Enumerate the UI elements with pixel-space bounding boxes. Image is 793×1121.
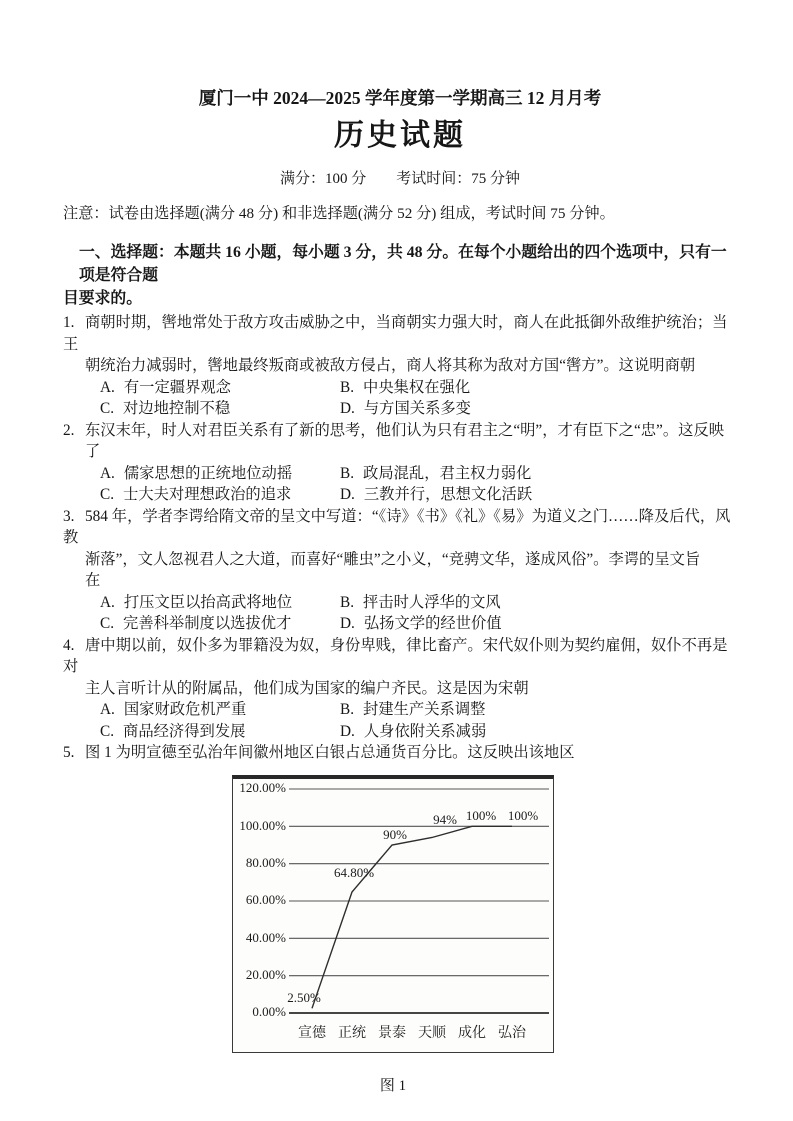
question-3-option-a-text: 打压文臣以抬高武将地位 — [123, 593, 293, 611]
question-3-option-c — [100, 613, 340, 635]
question-3-line-1: 584 年，学者李谔给隋文帝的呈文中写道：“《诗》《书》《礼》《易》为道义之门……降及后代，风教 — [63, 507, 731, 546]
question-2-option-a — [100, 463, 340, 485]
question-3-number: 3. — [63, 507, 75, 525]
question-1-number: 1. — [63, 314, 75, 331]
y-axis-label: 0.00% — [252, 1003, 286, 1019]
question-2-option-d-key: D. — [340, 486, 355, 503]
page-title: 历史试题 — [334, 119, 466, 152]
section-heading-line-1: 一、选择题：本题共 16 小题，每小题 3 分，共 48 分。在每个小题给出的四个选项中，只有一项是符合题 — [79, 244, 727, 284]
data-point-label: 64.80% — [333, 864, 375, 880]
line-chart — [232, 775, 554, 1053]
question-4-option-d-text: 人身依附关系减弱 — [363, 722, 487, 740]
y-axis-label: 100.00% — [239, 817, 286, 833]
question-4-line-1: 唐中期以前，奴仆多为罪籍没为奴，身份卑贱，律比畜产。宋代奴仆则为契约雇佣，奴仆不再是对 — [63, 636, 728, 675]
question-3-option-b-key: B. — [340, 593, 355, 611]
section-heading — [63, 241, 737, 310]
question-1-option-b-key: B. — [340, 378, 355, 396]
question-4-option-d-key: D. — [340, 722, 355, 740]
question-3-line-3: 在 — [85, 572, 101, 589]
question-1-option-d — [340, 398, 471, 420]
x-axis-label: 正统 — [338, 1025, 366, 1041]
question-1-line-1: 商朝时期，辔地常处于敌方攻击威胁之中，当商朝实力强大时，商人在此抵御外敌维护统治；当王 — [63, 314, 728, 353]
data-point-label: 100% — [465, 807, 497, 823]
question-1-option-b-text: 中央集权在强化 — [363, 378, 471, 396]
question-1-line-2: 朝统治力减弱时，辔地最终叛商或被敌方侵占，商人将其称为敌对方国“辔方”。这说明商朝 — [85, 357, 696, 374]
question-2-option-b-key: B. — [340, 464, 355, 482]
question-3-option-d-key: D. — [340, 615, 355, 632]
question-4-line-2: 主人言听计从的附属品，他们成为国家的编户齐民。这是因为宋朝 — [85, 679, 529, 697]
question-3-option-d — [340, 613, 502, 635]
question-1-option-b — [340, 377, 470, 399]
question-4-option-a-key: A. — [100, 701, 115, 718]
question-1-option-a-text: 有一定疆界观念 — [123, 378, 231, 396]
question-2-option-d-text: 三教并行，思想文化活跃 — [363, 486, 533, 503]
question-2-line-2: 了 — [85, 443, 101, 460]
question-4-option-a-text: 国家财政危机严重 — [123, 701, 247, 718]
x-axis-label: 弘治 — [498, 1025, 526, 1041]
question-3-line-2: 渐落”，文人忽视君人之大道，而喜好“雕虫”之小义，“竞骋文华，遂成风俗”。李谔的呈文旨 — [85, 550, 701, 568]
exam-info: 满分：100 分 考试时间：75 分钟 — [279, 171, 520, 187]
question-2-option-c-text: 士大夫对理想政治的追求 — [123, 486, 292, 503]
question-4-option-b — [340, 699, 485, 721]
question-2-option-a-key: A. — [100, 464, 115, 482]
data-point-label: 2.50% — [287, 989, 321, 1005]
question-1-option-c-key: C. — [100, 400, 115, 417]
question-4-option-b-text: 封建生产关系调整 — [363, 701, 486, 718]
question-4 — [63, 635, 737, 743]
question-3-option-d-text: 弘扬文学的经世价值 — [363, 615, 502, 632]
y-axis-label: 40.00% — [245, 929, 286, 945]
question-3-option-a-key: A. — [100, 593, 115, 611]
question-4-option-b-key: B. — [340, 701, 355, 718]
x-axis-label: 景泰 — [378, 1025, 406, 1041]
y-axis-label: 60.00% — [245, 891, 286, 907]
question-4-option-c-key: C. — [100, 722, 115, 740]
section-heading-line-2: 目要求的。 — [63, 290, 142, 307]
data-point-label: 94% — [433, 811, 457, 827]
question-2-option-b — [340, 463, 531, 485]
question-3-option-c-text: 完善科举制度以选拔优才 — [123, 615, 292, 632]
question-2-option-a-text: 儒家思想的正统地位动摇 — [123, 464, 293, 482]
question-4-number: 4. — [63, 636, 75, 654]
question-3-option-b-text: 抨击时人浮华的文风 — [363, 593, 501, 611]
data-point-label: 100% — [507, 807, 539, 823]
question-2-option-b-text: 政局混乱，君主权力弱化 — [363, 464, 532, 482]
question-2 — [63, 420, 737, 506]
question-2-number: 2. — [63, 421, 75, 439]
question-1-option-a-key: A. — [100, 378, 115, 396]
question-4-option-c — [100, 721, 340, 743]
question-5 — [63, 742, 737, 764]
question-1-option-c-text: 对边地控制不稳 — [123, 400, 231, 417]
notice-line: 注意：试卷由选择题(满分 48 分) 和非选择题(满分 52 分) 组成，考试时间 75 分钟。 — [63, 205, 615, 222]
figure-1 — [232, 775, 554, 1053]
question-4-option-c-text: 商品经济得到发展 — [123, 722, 246, 740]
figure-caption: 图 1 — [379, 1077, 407, 1094]
question-list — [63, 312, 737, 764]
question-1-option-a — [100, 377, 340, 399]
question-1-option-d-key: D. — [340, 400, 355, 417]
y-axis-label: 20.00% — [245, 966, 286, 982]
school-line: 厦门一中 2024—2025 学年度第一学期高三 12 月月考 — [198, 88, 602, 108]
question-3-option-b — [340, 592, 501, 614]
question-1-option-c — [100, 398, 340, 420]
question-4-option-d — [340, 721, 486, 743]
question-3-option-c-key: C. — [100, 615, 115, 632]
x-axis-label: 天顺 — [418, 1025, 446, 1041]
question-2-option-d — [340, 484, 532, 506]
question-1-option-d-text: 与方国关系多变 — [363, 400, 471, 417]
question-5-line-1: 图 1 为明宣德至弘治年间徽州地区白银占总通货百分比。这反映出该地区 — [85, 744, 575, 761]
data-point-label: 90% — [383, 826, 407, 842]
y-axis-label: 120.00% — [239, 779, 286, 795]
question-3 — [63, 506, 737, 635]
question-2-option-c — [100, 484, 340, 506]
x-axis-label: 成化 — [458, 1025, 486, 1041]
x-axis-label: 宣德 — [298, 1025, 326, 1041]
question-2-option-c-key: C. — [100, 486, 115, 503]
question-2-line-1: 东汉末年，时人对君臣关系有了新的思考，他们认为只有君主之“明”，才有臣下之“忠”。这反映 — [85, 421, 725, 439]
question-4-option-a — [100, 699, 340, 721]
question-3-option-a — [100, 592, 340, 614]
question-1 — [63, 312, 737, 420]
question-5-number: 5. — [63, 744, 75, 761]
y-axis-label: 80.00% — [245, 854, 286, 870]
